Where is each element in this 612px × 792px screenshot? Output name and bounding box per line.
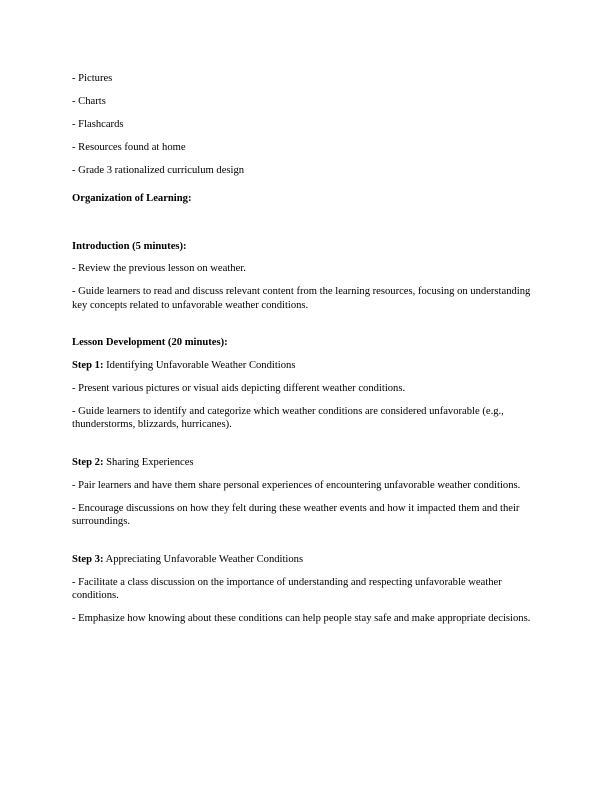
lesson-development-heading: Lesson Development (20 minutes): [72,337,228,349]
step-title: Identifying Unfavorable Weather Conditions [103,360,296,372]
list-item: - Review the previous lesson on weather. [72,263,246,275]
introduction-section [72,240,542,312]
step-title: Sharing Experiences [103,456,194,468]
step-label: Step 1: [72,360,104,372]
list-item: - Emphasize how knowing about these conditions can help people stay safe and make appropriate decisions. [72,613,531,625]
step-label: Step 3: [72,553,104,565]
step-heading [72,553,542,566]
introduction-heading: Introduction (5 minutes): [72,240,187,252]
list-item: - Encourage discussions on how they felt during these weather events and how it impacted them and their surroundings. [72,502,520,528]
resources-list [72,72,542,177]
list-item: - Pair learners and have them share personal experiences of encountering unfavorable weather conditions. [72,479,521,491]
list-item: - Guide learners to identify and categorize which weather conditions are considered unfavorable (e.g., thunderstorms, blizzards, hurricanes). [72,406,504,431]
list-item: - Facilitate a class discussion on the importance of understanding and respecting unfavorable weather conditions. [72,576,502,602]
step-2 [72,456,542,529]
step-1 [72,359,542,432]
step-title: Appreciating Unfavorable Weather Conditions [103,553,304,565]
step-heading [72,359,542,372]
step-heading [72,456,542,469]
list-item: - Present various pictures or visual aids depicting different weather conditions. [72,383,406,395]
organization-heading: Organization of Learning: [72,193,192,205]
list-item: - Grade 3 rationalized curriculum design [72,165,245,176]
list-item: - Pictures [72,73,113,84]
list-item: - Resources found at home [72,142,186,153]
list-item: - Flashcards [72,119,124,130]
step-label: Step 2: [72,456,104,468]
document-page [72,72,542,635]
list-item: - Guide learners to read and discuss relevant content from the learning resources, focusing on understanding key concepts related to unfavorable weather conditions. [72,286,531,311]
lesson-development-section [72,336,542,625]
step-3 [72,553,542,626]
list-item: - Charts [72,96,106,107]
